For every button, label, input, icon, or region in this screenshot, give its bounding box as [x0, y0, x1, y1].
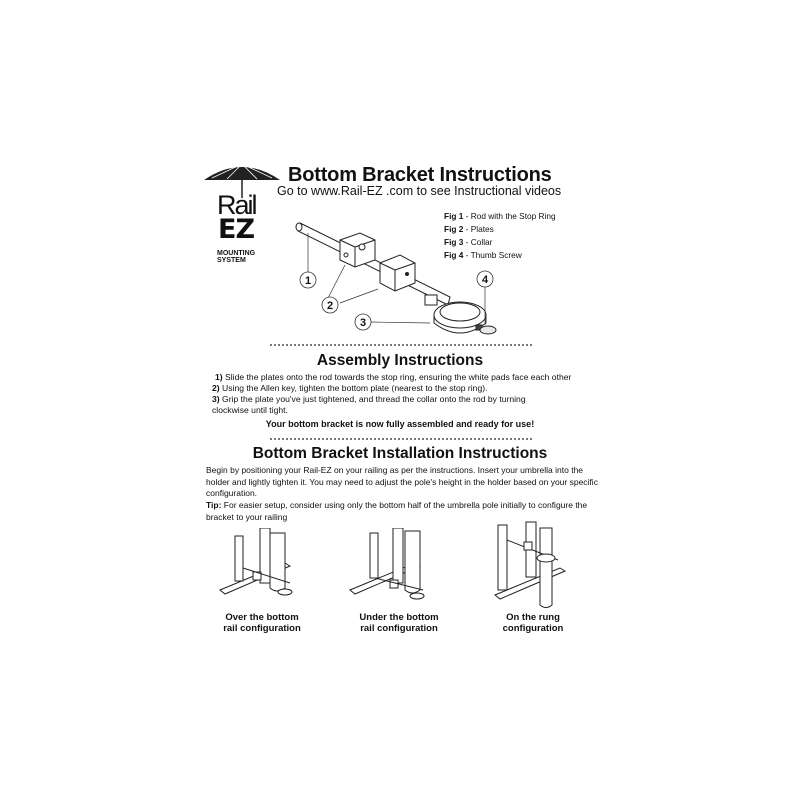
caption-line: rail configuration: [223, 623, 301, 634]
assembly-complete-message: Your bottom bracket is now fully assembled and ready for use!: [265, 419, 535, 429]
step-text: Slide the plates onto the rod towards the stop ring, ensuring the white pads face each other: [222, 372, 572, 382]
assembly-step: [212, 383, 602, 394]
over-bottom-rail-illustration: [215, 528, 315, 608]
step-number: 2): [212, 383, 220, 393]
dotted-divider: [270, 344, 532, 346]
page-title: Bottom Bracket Instructions: [288, 164, 552, 186]
step-number: 3): [212, 394, 220, 404]
logo-tagline: [217, 250, 255, 264]
page-subtitle: Go to www.Rail-EZ .com to see Instructional videos: [277, 184, 562, 198]
caption-line: Under the bottom: [359, 612, 439, 623]
logo-ez-text: EZ: [218, 214, 255, 245]
logo-tagline-line1: MOUNTING: [217, 250, 256, 257]
caption-line: configuration: [502, 623, 564, 634]
legend-label: Fig 1: [444, 211, 464, 221]
tip-label: Tip:: [206, 500, 222, 510]
figure-legend: [444, 210, 556, 262]
callout-1: 1: [304, 275, 312, 287]
legend-label: Fig 3: [444, 237, 464, 247]
legend-label: Fig 2: [444, 224, 464, 234]
callout-2: 2: [326, 300, 334, 312]
config-caption-rung: [473, 612, 593, 634]
caption-line: rail configuration: [360, 623, 438, 634]
config-caption-over: [202, 612, 322, 634]
step-text: Grip the plate you've just tightened, and thread the collar onto the rod by turning clockwise until tight.: [212, 394, 526, 415]
caption-line: On the rung: [506, 612, 560, 623]
legend-desc: - Collar: [463, 237, 493, 247]
step-text: Using the Allen key, tighten the bottom plate (nearest to the stop ring).: [219, 383, 488, 393]
legend-item: [444, 249, 556, 262]
dotted-divider: [270, 438, 532, 440]
logo-tagline-line2: SYSTEM: [217, 257, 246, 264]
legend-item: [444, 223, 556, 236]
legend-item: [444, 236, 556, 249]
installation-paragraph: Begin by positioning your Rail-EZ on your railing as per the instructions. Insert your umbrella into the holder and lightly tighten it. You may need to adjust the pole's height in the holder based on your specific configuration.: [206, 465, 598, 498]
assembly-step: [212, 394, 552, 416]
assembly-step: [212, 372, 602, 383]
tip-text: For easier setup, consider using only the bottom half of the umbrella pole initially to configure the bracket to your railing: [206, 500, 588, 522]
legend-item: [444, 210, 556, 223]
callout-3: 3: [359, 317, 367, 329]
callout-4: 4: [481, 274, 489, 286]
legend-desc: - Thumb Screw: [463, 250, 522, 260]
assembly-steps: [212, 372, 602, 416]
on-rung-illustration: [480, 520, 580, 610]
assembly-heading: Assembly Instructions: [316, 352, 484, 369]
under-bottom-rail-illustration: [345, 528, 445, 608]
config-caption-under: [339, 612, 459, 634]
legend-desc: - Rod with the Stop Ring: [463, 211, 556, 221]
caption-line: Over the bottom: [225, 612, 299, 623]
installation-heading: Bottom Bracket Installation Instructions: [252, 445, 548, 462]
step-number: 1): [215, 372, 223, 382]
legend-desc: - Plates: [463, 224, 494, 234]
legend-label: Fig 4: [444, 250, 464, 260]
logo-rail-text: Rail: [217, 190, 256, 220]
